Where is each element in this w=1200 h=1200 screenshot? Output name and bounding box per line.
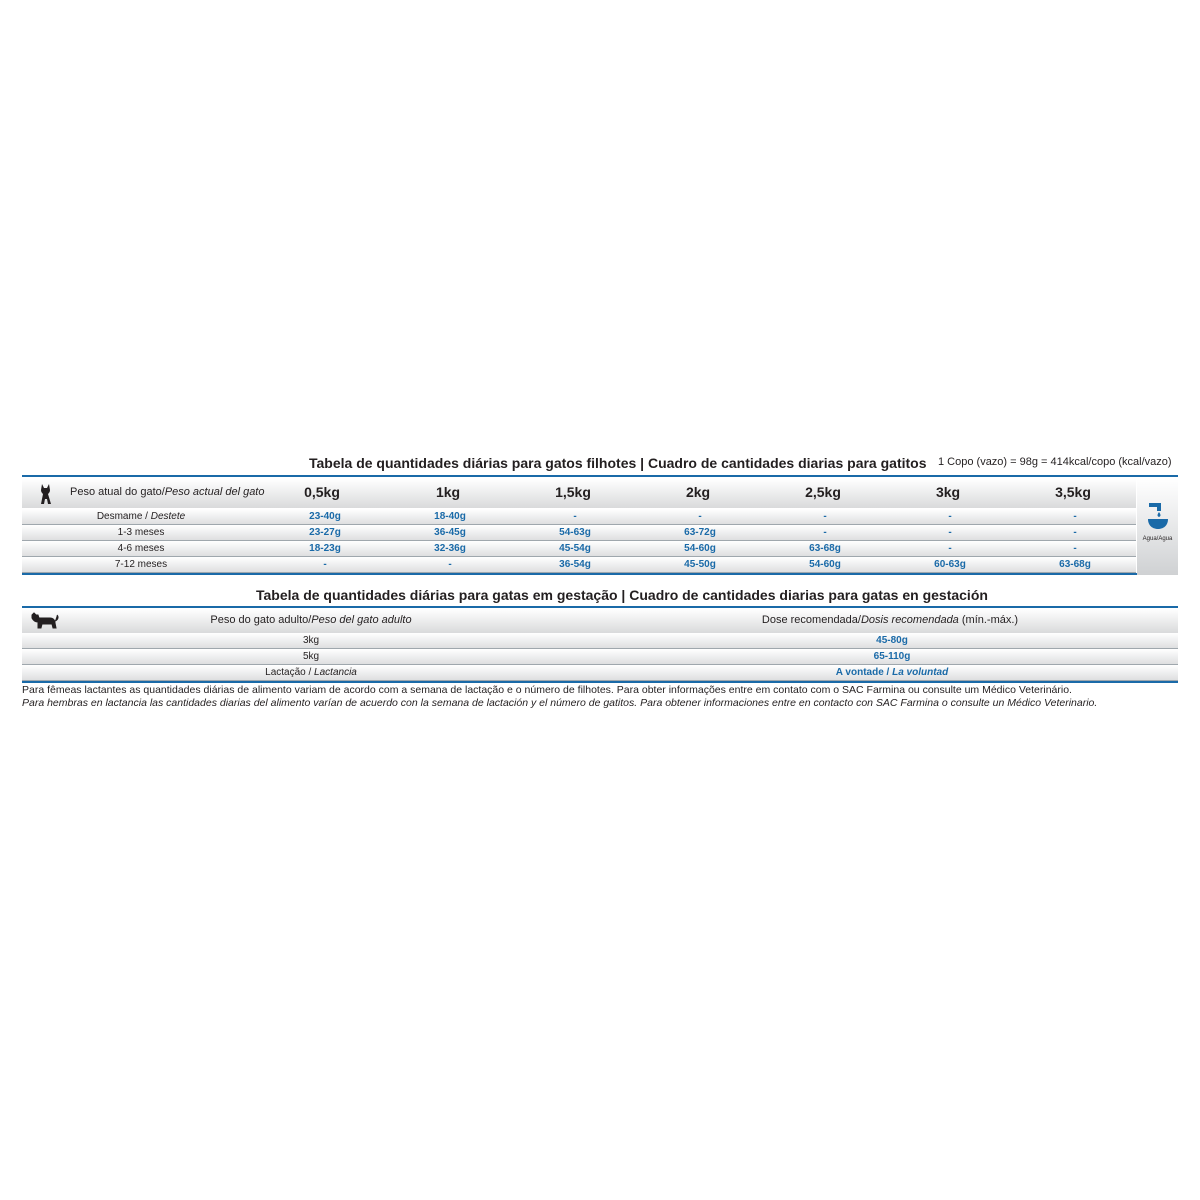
table-cell: 54-63g [559,527,591,538]
table-row [22,509,1136,525]
kitten-icon [38,482,56,506]
table-cell: - [1073,527,1077,538]
adult-weight-header: Peso do gato adulto/Peso del gato adulto [210,614,412,626]
table-cell: 36-54g [559,559,591,570]
table-cell: 63-68g [809,543,841,554]
table-cell: 45-50g [684,559,716,570]
weight-header-es: Peso actual del gato [164,486,265,498]
weight-header-pt: Peso atual do gato/ [70,486,165,498]
table-cell: 18-23g [309,543,341,554]
kitten-table-title: Tabela de quantidades diárias para gatos filhotes | Cuadro de cantidades diarias para gatitos [309,455,927,471]
table-cell: - [1073,511,1077,522]
table-cell: 63-72g [684,527,716,538]
table-cell: 23-40g [309,511,341,522]
table-cell: - [698,511,702,522]
table-cell: - [323,559,327,570]
table-cell: 54-60g [809,559,841,570]
pregnant-table-header [22,609,1178,633]
table-cell: 36-45g [434,527,466,538]
kitten-table-top-rule [22,475,1178,477]
row-label: 5kg [302,651,320,662]
table-cell: - [573,511,577,522]
weight-col-header: 1,5kg [555,484,591,500]
weight-col-header: 3,5kg [1055,484,1091,500]
table-cell: - [948,543,952,554]
cup-conversion-note: 1 Copo (vazo) = 98g = 414kcal/copo (kcal/vazo) [938,456,1172,468]
table-row [22,541,1136,557]
pregnant-table-top-rule [22,606,1178,608]
pregnant-table-bottom-rule [22,681,1178,683]
table-row [22,633,1178,649]
pregnant-table-title: Tabela de quantidades diárias para gatas em gestação | Cuadro de cantidades diarias para gatas en gestación [256,587,988,603]
row-label: Desmame / Destete [96,511,186,522]
row-label: 3kg [302,635,320,646]
table-cell: 45-80g [876,635,908,646]
weight-col-header: 2,5kg [805,484,841,500]
table-cell: - [823,527,827,538]
weight-col-header: 0,5kg [304,484,340,500]
table-row [22,525,1136,541]
table-cell: 18-40g [434,511,466,522]
footnote-es: Para hembras en lactancia las cantidades diarias del alimento varían de acuerdo con la semana de lactación y el número de gatitos. Para obtener informaciones entre en contacto con SAC Farmina o consulte un Médico Veterinario. [22,697,1098,709]
table-cell: 65-110g [873,651,911,662]
table-row [22,557,1136,573]
water-faucet-icon [1145,501,1171,531]
weight-header-label [70,486,264,498]
kitten-table-header [22,479,1136,508]
table-cell: - [948,527,952,538]
table-row [22,649,1178,665]
table-cell: 63-68g [1059,559,1091,570]
row-label: 4-6 meses [117,543,165,554]
kitten-table-bottom-rule [22,573,1178,575]
row-label: 7-12 meses [114,559,168,570]
weight-col-header: 1kg [435,484,461,500]
water-label: Agua/Agua [1142,536,1173,542]
water-column [1137,479,1178,575]
table-cell: - [948,511,952,522]
row-label: 1-3 meses [117,527,165,538]
table-cell: 60-63g [934,559,966,570]
table-cell: - [1073,543,1077,554]
row-label: Lactação / Lactancia [265,667,357,678]
weight-col-header: 2kg [685,484,711,500]
table-row [22,665,1178,681]
footnote-pt: Para fêmeas lactantes as quantidades diárias de alimento variam de acordo com a semana de lactação e o número de filhotes. Para obter informações entre em contato com o SAC Farmina ou consulte um Médico Veterinário. [22,684,1072,696]
table-cell: A vontade / La voluntad [835,667,949,678]
cat-icon [30,612,60,630]
table-cell: - [823,511,827,522]
table-cell: - [448,559,452,570]
table-cell: 54-60g [684,543,716,554]
table-cell: 45-54g [559,543,591,554]
table-cell: 23-27g [309,527,341,538]
weight-col-header: 3kg [935,484,961,500]
table-cell: 32-36g [434,543,466,554]
dose-header: Dose recomendada/Dosis recomendada (mín.-máx.) [761,614,1019,626]
